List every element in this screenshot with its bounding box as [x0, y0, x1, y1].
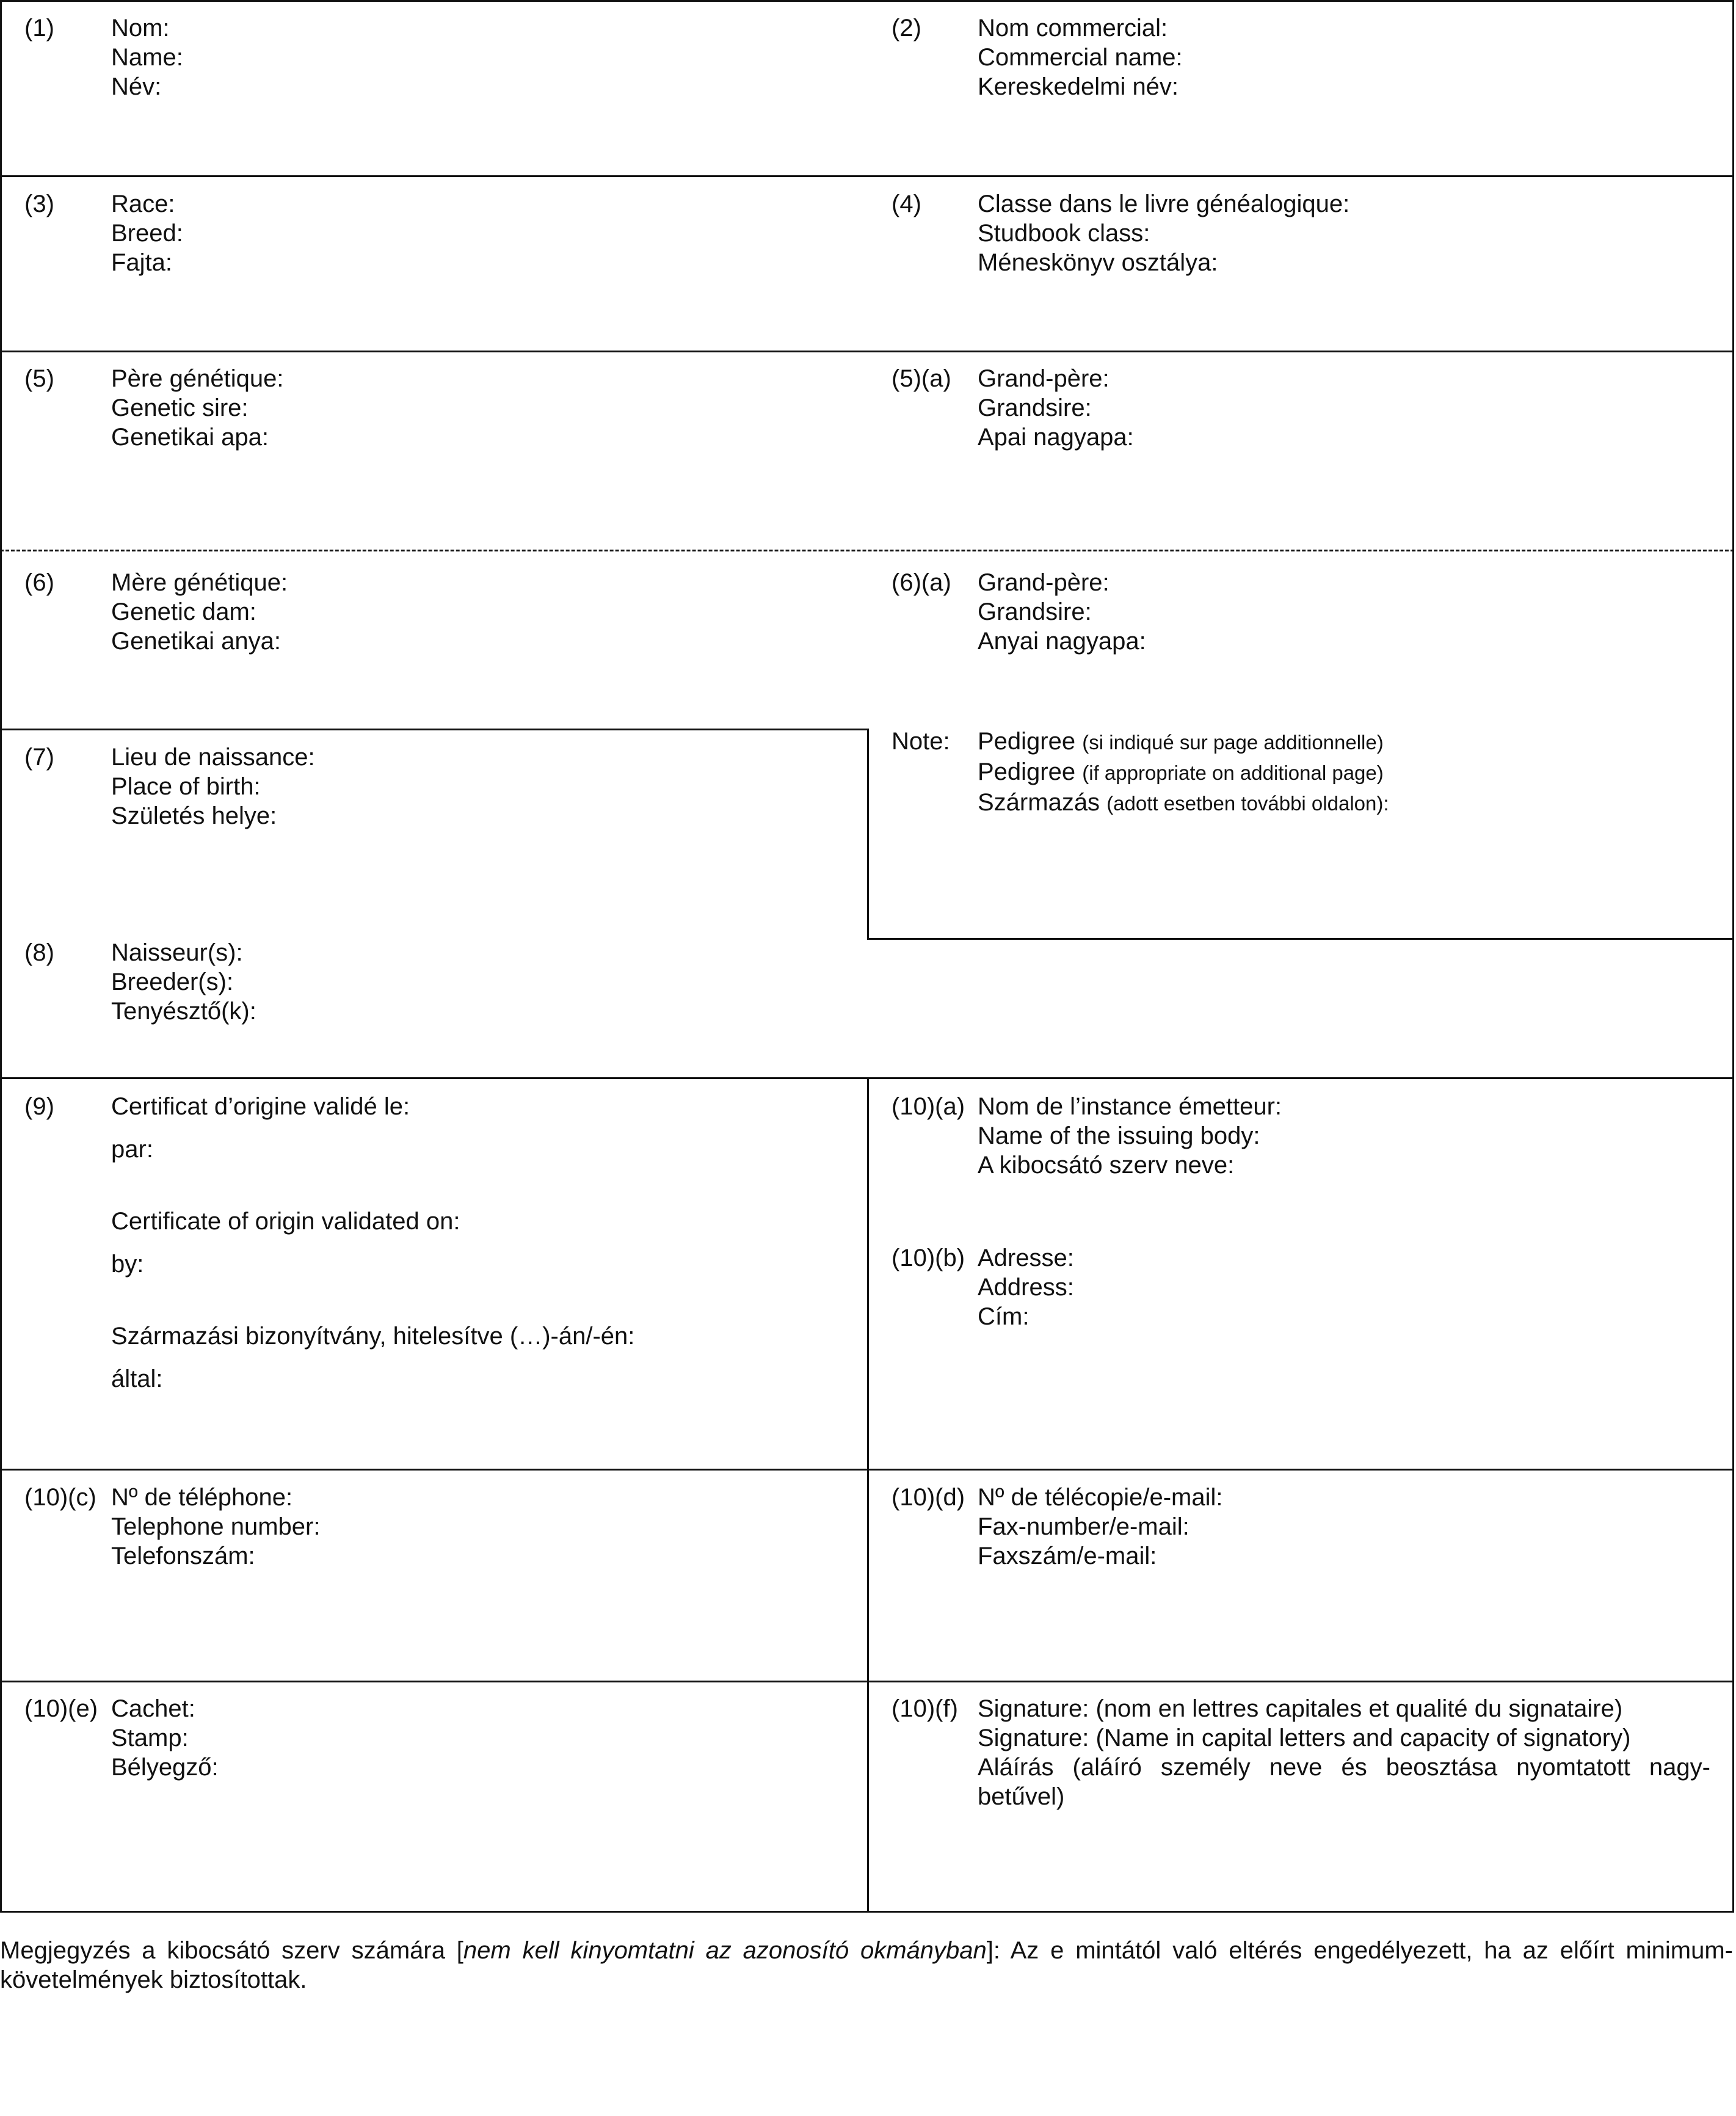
label-fr: Nº de télécopie/e-mail: [978, 1484, 1223, 1511]
field-number: (6) [24, 569, 54, 596]
pedigree-sub: (if appropriate on additional page) [1082, 762, 1384, 784]
label-hu: Anyai nagyapa: [978, 628, 1146, 655]
label-en: Fax-number/e-mail: [978, 1513, 1189, 1540]
label-fr: Nom: [111, 15, 170, 42]
label-fr: Classe dans le livre généalogique: [978, 191, 1350, 217]
border-top [0, 0, 1734, 2]
label-en: Breeder(s): [111, 969, 234, 995]
issuer-note [0, 1936, 1733, 1994]
field-number: (4) [892, 191, 921, 217]
label-en: Place of birth: [111, 773, 261, 800]
pedigree-main: Pedigree [978, 758, 1076, 785]
label-en: Telephone number: [111, 1513, 321, 1540]
label-fr: Nom de l’instance émetteur: [978, 1093, 1282, 1120]
pedigree-line-fr [978, 727, 1389, 757]
label-fr: Naisseur(s): [111, 939, 243, 966]
issuer-note-italic: nem kell kinyomtatni az azonosító okmányban [463, 1937, 987, 1964]
field-number: (10)(c) [24, 1484, 96, 1511]
label-hu: Születés helye: [111, 802, 277, 829]
label-fr: Cachet: [111, 1695, 195, 1722]
label-hu: Genetikai apa: [111, 424, 269, 451]
label-en: Signature: (Name in capital letters and capacity of signatory) [978, 1725, 1631, 1751]
label-fr: Adresse: [978, 1245, 1074, 1271]
label-fr: Père génétique: [111, 365, 284, 392]
field-number: (10)(d) [892, 1484, 965, 1511]
row-divider-2 [0, 351, 1734, 352]
field-number: (1) [24, 15, 54, 42]
field-number: (5) [24, 365, 54, 392]
label-en: Address: [978, 1274, 1074, 1301]
label-fr: Nº de téléphone: [111, 1484, 293, 1511]
label-validated-hu: Származási bizonyítvány, hitelesítve (…)-án/-én: [111, 1323, 635, 1350]
label-en: Name of the issuing body: [978, 1122, 1260, 1149]
field-number: (10)(b) [892, 1245, 965, 1271]
col-divider-lower [867, 1077, 869, 1913]
note-box-left [867, 729, 869, 939]
field-number: (5)(a) [892, 365, 951, 392]
pedigree-line-hu [978, 788, 1389, 818]
field-number: (10)(f) [892, 1695, 958, 1722]
issuer-note-start: Megjegyzés a kibocsátó szerv számára [ [0, 1937, 463, 1964]
pedigree-main: Származás [978, 789, 1100, 816]
label-hu: Aláírás (aláíró személy neve és beosztása nyomtatott nagy-betűvel) [978, 1754, 1710, 1810]
field-number: (9) [24, 1093, 54, 1120]
label-en: Stamp: [111, 1725, 189, 1751]
row-divider-7 [0, 729, 868, 730]
label-validated-fr: Certificat d’origine validé le: [111, 1093, 410, 1120]
label-en: Grandsire: [978, 598, 1092, 625]
label-hu: Genetikai anya: [111, 628, 281, 655]
row-divider-1 [0, 175, 1734, 177]
field-number: (8) [24, 939, 54, 966]
field-number: (10)(a) [892, 1093, 965, 1120]
label-en: Commercial name: [978, 44, 1183, 71]
label-by-fr: par: [111, 1136, 153, 1163]
label-hu: Kereskedelmi név: [978, 73, 1179, 100]
label-validated-en: Certificate of origin validated on: [111, 1208, 460, 1235]
label-en: Genetic sire: [111, 394, 249, 421]
label-fr: Race: [111, 191, 175, 217]
field-number: (7) [24, 744, 54, 771]
label-en: Name: [111, 44, 183, 71]
pedigree-line-en [978, 757, 1389, 788]
label-hu: A kibocsátó szerv neve: [978, 1152, 1235, 1179]
label-fr: Mère génétique: [111, 569, 288, 596]
label-by-en: by: [111, 1251, 144, 1278]
row-divider-10e [0, 1681, 1734, 1682]
note-box-bottom [867, 938, 1734, 940]
border-left [0, 0, 2, 1913]
field-number: (10)(e) [24, 1695, 98, 1722]
label-hu: Telefonszám: [111, 1543, 255, 1569]
label-hu: Méneskönyv osztálya: [978, 249, 1218, 276]
label-hu: Név: [111, 73, 162, 100]
dashed-divider [0, 550, 1734, 551]
label-hu: Tenyésztő(k): [111, 998, 256, 1025]
label-en: Breed: [111, 220, 183, 247]
label-hu: Faxszám/e-mail: [978, 1543, 1157, 1569]
pedigree-sub: (si indiqué sur page additionnelle) [1082, 731, 1384, 754]
label-fr: Signature: (nom en lettres capitales et qualité du signataire) [978, 1695, 1623, 1722]
row-divider-10c [0, 1469, 1734, 1471]
label-fr: Grand-père: [978, 365, 1110, 392]
label-by-hu: által: [111, 1365, 163, 1392]
border-bottom [0, 1911, 1734, 1913]
field-number: (6)(a) [892, 569, 951, 596]
pedigree-main: Pedigree [978, 728, 1076, 755]
label-en: Studbook class: [978, 220, 1150, 247]
pedigree-sub: (adott esetben további oldalon): [1106, 792, 1389, 815]
label-en: Grandsire: [978, 394, 1092, 421]
issuer-note-end: ]: Az e mintától való eltérés engedélyezett, ha az előírt minimum-követelmények biztosítottak. [0, 1937, 1734, 1993]
label-hu: Apai nagyapa: [978, 424, 1134, 451]
label-fr: Grand-père: [978, 569, 1110, 596]
field-number: (2) [892, 15, 921, 42]
label-hu: Cím: [978, 1303, 1030, 1330]
border-right [1732, 0, 1734, 1913]
label-hu: Fajta: [111, 249, 173, 276]
label-fr: Lieu de naissance: [111, 744, 315, 771]
note-label: Note: [892, 728, 950, 755]
label-fr: Nom commercial: [978, 15, 1168, 42]
field-number: (3) [24, 191, 54, 217]
label-hu: Bélyegző: [111, 1754, 219, 1781]
label-en: Genetic dam: [111, 598, 256, 625]
